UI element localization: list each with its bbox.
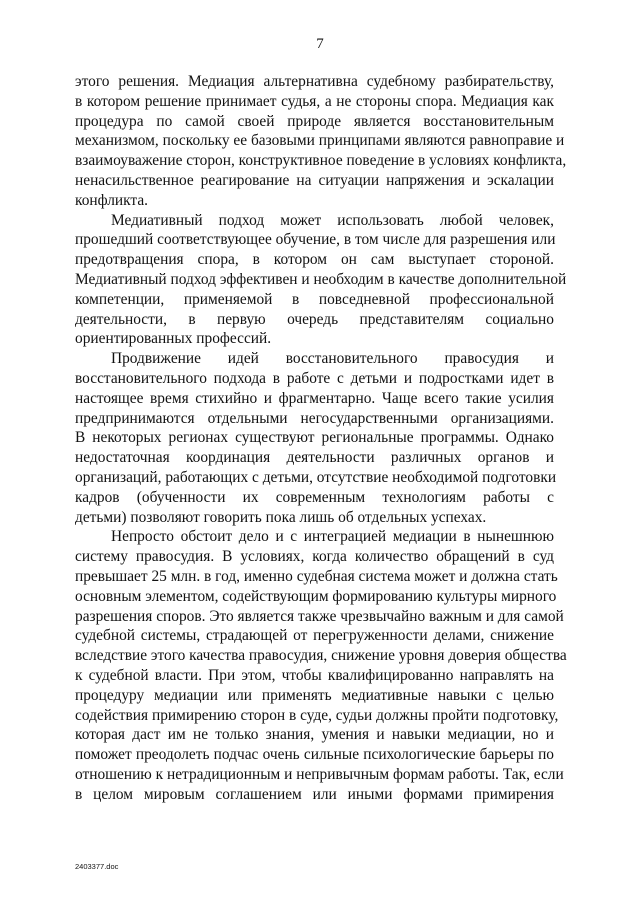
text-line: конфликта. [75,191,148,209]
text-line: кадров (обученности их современным технологиям работы с [75,488,554,506]
text-line: компетенции, применяемой в повседневной профессиональной [75,290,554,308]
text-line: поможет преодолеть подчас очень сильные психологические барьеры по [75,746,554,764]
text-line: Непросто обстоит дело и с интеграцией медиации в нынешнюю [111,528,554,546]
text-line: в целом мировым соглашением или иными формами примирения [75,785,554,803]
text-line: восстановительного подхода в работе с детьми и подростками идет в [75,369,554,387]
text-line: В некоторых регионах существуют региональные программы. Однако [75,429,554,447]
text-line: в котором решение принимает судья, а не стороны спора. Медиация как [75,92,554,110]
text-line: деятельности, в первую очередь представителям социально [75,310,554,328]
paragraph [75,349,557,527]
text-line: предпринимаются отдельными негосударственными организациями. [75,409,554,427]
text-line: судебной системы, страдающей от перегруженности делами, снижение [75,627,554,645]
text-line: превышает 25 млн. в год, именно судебная система может и должна стать [75,567,558,585]
text-line: ненасильственное реагирование на ситуации напряжения и эскалации [75,171,554,189]
text-line: основным элементом, содействующим формированию культуры мирного [75,587,557,605]
text-line: процедуру медиации или применять медиативные навыки с целью [75,686,554,704]
paragraph [75,72,567,211]
text-line: этого решения. Медиация альтернативна судебному разбирательству, [75,73,554,90]
text-line: к судебной власти. При этом, чтобы квалифицированно направлять на [75,666,554,684]
text-line: которая даст им не только знания, умения и навыки медиации, но и [75,726,554,744]
text-line: разрешения споров. Это является также чрезвычайно важным и для самой [75,607,564,625]
text-line: предотвращения спора, в котором он сам выступает стороной. [75,251,554,269]
text-line: процедура по самой своей природе является восстановительным [75,112,554,130]
document-filename-footer: 2403377.doc [75,862,119,871]
text-line: организаций, работающих с детьми, отсутствие необходимой подготовки [75,468,557,486]
text-line: систему правосудия. В условиях, когда количество обращений в суд [75,548,554,566]
text-line: настоящее время стихийно и фрагментарно. Чаще всего такие усилия [75,389,554,407]
text-line: содействия примирению сторон в суде, судьи должны пройти подготовку, [75,706,559,724]
text-line: Продвижение идей восстановительного правосудия и [111,350,554,368]
text-line: отношению к нетрадиционным и непривычным формам работы. Так, если [75,765,564,783]
text-line: прошедший соответствующее обучение, в том числе для разрешения или [75,231,556,249]
text-line: Медиативный подход может использовать любой человек, [111,211,554,229]
paragraph [75,211,567,350]
text-line: ориентированных профессий. [75,330,272,348]
document-body [75,72,567,804]
text-line: Медиативный подход эффективен и необходим в качестве дополнительной [75,270,567,288]
paragraph [75,527,567,804]
page-number: 7 [316,36,324,52]
text-line: недостаточная координация деятельности различных органов и [75,449,554,467]
text-line: механизмом, поскольку ее базовыми принципами являются равноправие и [75,132,565,150]
text-line: вследствие этого качества правосудия, снижение уровня доверия общества [75,647,567,665]
text-line: взаимоуважение сторон, конструктивное поведение в условиях конфликта, [75,152,567,170]
text-line: детьми) позволяют говорить пока лишь об отдельных успехах. [75,508,487,526]
